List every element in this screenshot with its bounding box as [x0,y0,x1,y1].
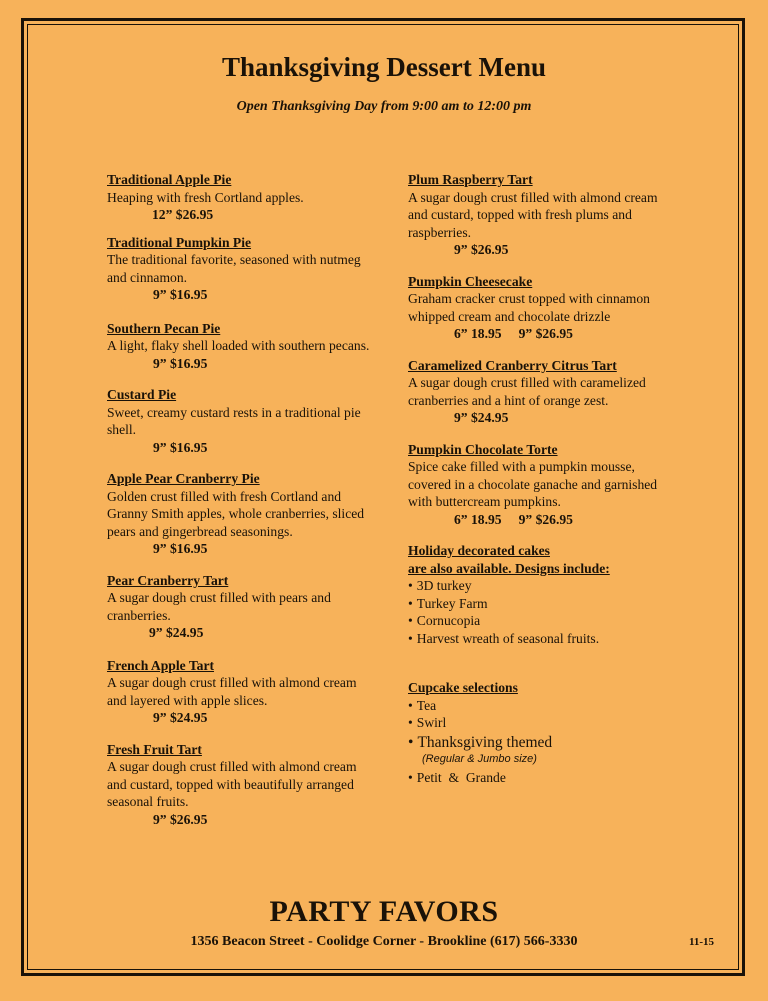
list-item [408,577,670,595]
bullet: • [408,578,413,593]
item-description: Sweet, creamy custard rests in a traditional pie shell. [107,404,361,437]
cupcake-section [408,679,670,786]
cupcake-label: Tea [416,697,437,713]
bullet: • [408,613,413,628]
item-price: 9” $16.95 [153,355,208,371]
list-item [408,697,670,715]
item-price: 6” 18.95 9” $26.95 [454,326,573,341]
menu-subtitle: Open Thanksgiving Day from 9:00 am to 12:00 pm [236,99,532,114]
design-label: Turkey Farm [416,595,488,611]
item-price: 9” $16.95 [153,541,208,556]
bullet: • [408,715,413,730]
holiday-cakes-section [408,542,670,647]
item-description: The traditional favorite, seasoned with nutmeg and cinnamon. [107,252,361,285]
menu-item [408,273,670,343]
item-name: Pumpkin Cheesecake [408,273,533,289]
holiday-heading-line1: Holiday decorated cakes [408,543,550,558]
bullet: • [408,697,413,713]
right-column [408,171,670,786]
cupcake-list [408,697,670,787]
design-label: 3D turkey [416,578,472,593]
bullet: • [408,769,413,785]
item-name: Caramelized Cranberry Citrus Tart [408,357,617,373]
item-name: French Apple Tart [107,657,215,673]
menu-title: Thanksgiving Dessert Menu [221,52,547,82]
list-item [408,630,670,648]
cupcake-label: Thanksgiving themed [417,733,553,751]
list-item [408,751,670,769]
bullet: • [408,733,414,751]
item-price: 9” $26.95 [153,811,208,827]
holiday-heading-line2: are also available. Designs include: [408,560,610,576]
list-item [408,612,670,630]
cupcake-label: Swirl [416,715,447,730]
bullet: • [408,595,413,611]
menu-item [408,441,670,529]
item-price: 9” $16.95 [153,287,208,302]
list-item [408,734,670,752]
menu-item [107,572,377,642]
menu-item [408,357,670,427]
item-description: A sugar dough crust filled with almond cream and custard, topped with fresh plums and raspberries. [408,189,658,240]
cupcake-size-note: (Regular & Jumbo size) [422,753,537,765]
menu-item [107,741,377,829]
design-label: Harvest wreath of seasonal fruits. [416,630,600,646]
menu-item [107,234,377,304]
list-item [408,769,670,787]
item-name: Pumpkin Chocolate Torte [408,441,558,457]
item-name: Plum Raspberry Tart [408,172,533,187]
item-price: 9” $24.95 [149,625,204,640]
item-description: A light, flaky shell loaded with southern pecans. [107,338,370,353]
item-name: Traditional Pumpkin Pie [107,234,252,250]
item-description: A sugar dough crust filled with almond cream and layered with apple slices. [107,675,357,708]
shop-address: 1356 Beacon Street - Coolidge Corner - Brookline (617) 566-3330 [190,934,578,949]
item-price: 9” $26.95 [454,242,509,257]
cupcake-heading: Cupcake selections [408,680,518,695]
holiday-designs-list [408,577,670,647]
item-price: 9” $24.95 [153,710,208,725]
item-description: Heaping with fresh Cortland apples. [107,189,304,205]
item-description: Spice cake filled with a pumpkin mousse, covered in a chocolate ganache and garnished with buttercream pumpkins. [408,459,658,509]
item-description: Golden crust filled with fresh Cortland and Granny Smith apples, whole cranberries, sliced pears and gingerbread seasonings. [107,488,365,539]
item-price: 6” 18.95 9” $26.95 [454,511,573,527]
item-name: Fresh Fruit Tart [107,741,202,757]
design-label: Cornucopia [416,613,481,628]
item-name: Traditional Apple Pie [107,172,232,187]
menu-item [107,320,377,373]
item-name: Apple Pear Cranberry Pie [107,471,260,486]
item-description: A sugar dough crust filled with caramelized cranberries and a hint of orange zest. [408,375,646,408]
list-item [408,714,670,732]
item-price: 9” $16.95 [153,439,208,455]
item-name: Southern Pecan Pie [107,320,221,336]
cupcake-label: Petit & Grande [416,769,506,785]
menu-item [107,386,377,456]
item-name: Pear Cranberry Tart [107,572,229,588]
list-item [408,595,670,613]
item-name: Custard Pie [107,387,177,402]
menu-item [107,470,377,558]
item-description: Graham cracker crust topped with cinnamon whipped cream and chocolate drizzle [408,291,650,324]
menu-code: 11-15 [689,936,715,948]
shop-name: PARTY FAVORS [269,895,499,928]
item-description: A sugar dough crust filled with pears and cranberries. [107,590,331,623]
item-price: 12” $26.95 [152,207,214,222]
menu-item [107,171,377,224]
item-price: 9” $24.95 [454,410,509,425]
menu-item [408,171,670,259]
bullet: • [408,630,413,646]
menu-item [107,657,377,727]
left-column [107,171,377,828]
item-description: A sugar dough crust filled with almond cream and custard, topped with beautifully arranged seasonal fruits. [107,759,357,809]
